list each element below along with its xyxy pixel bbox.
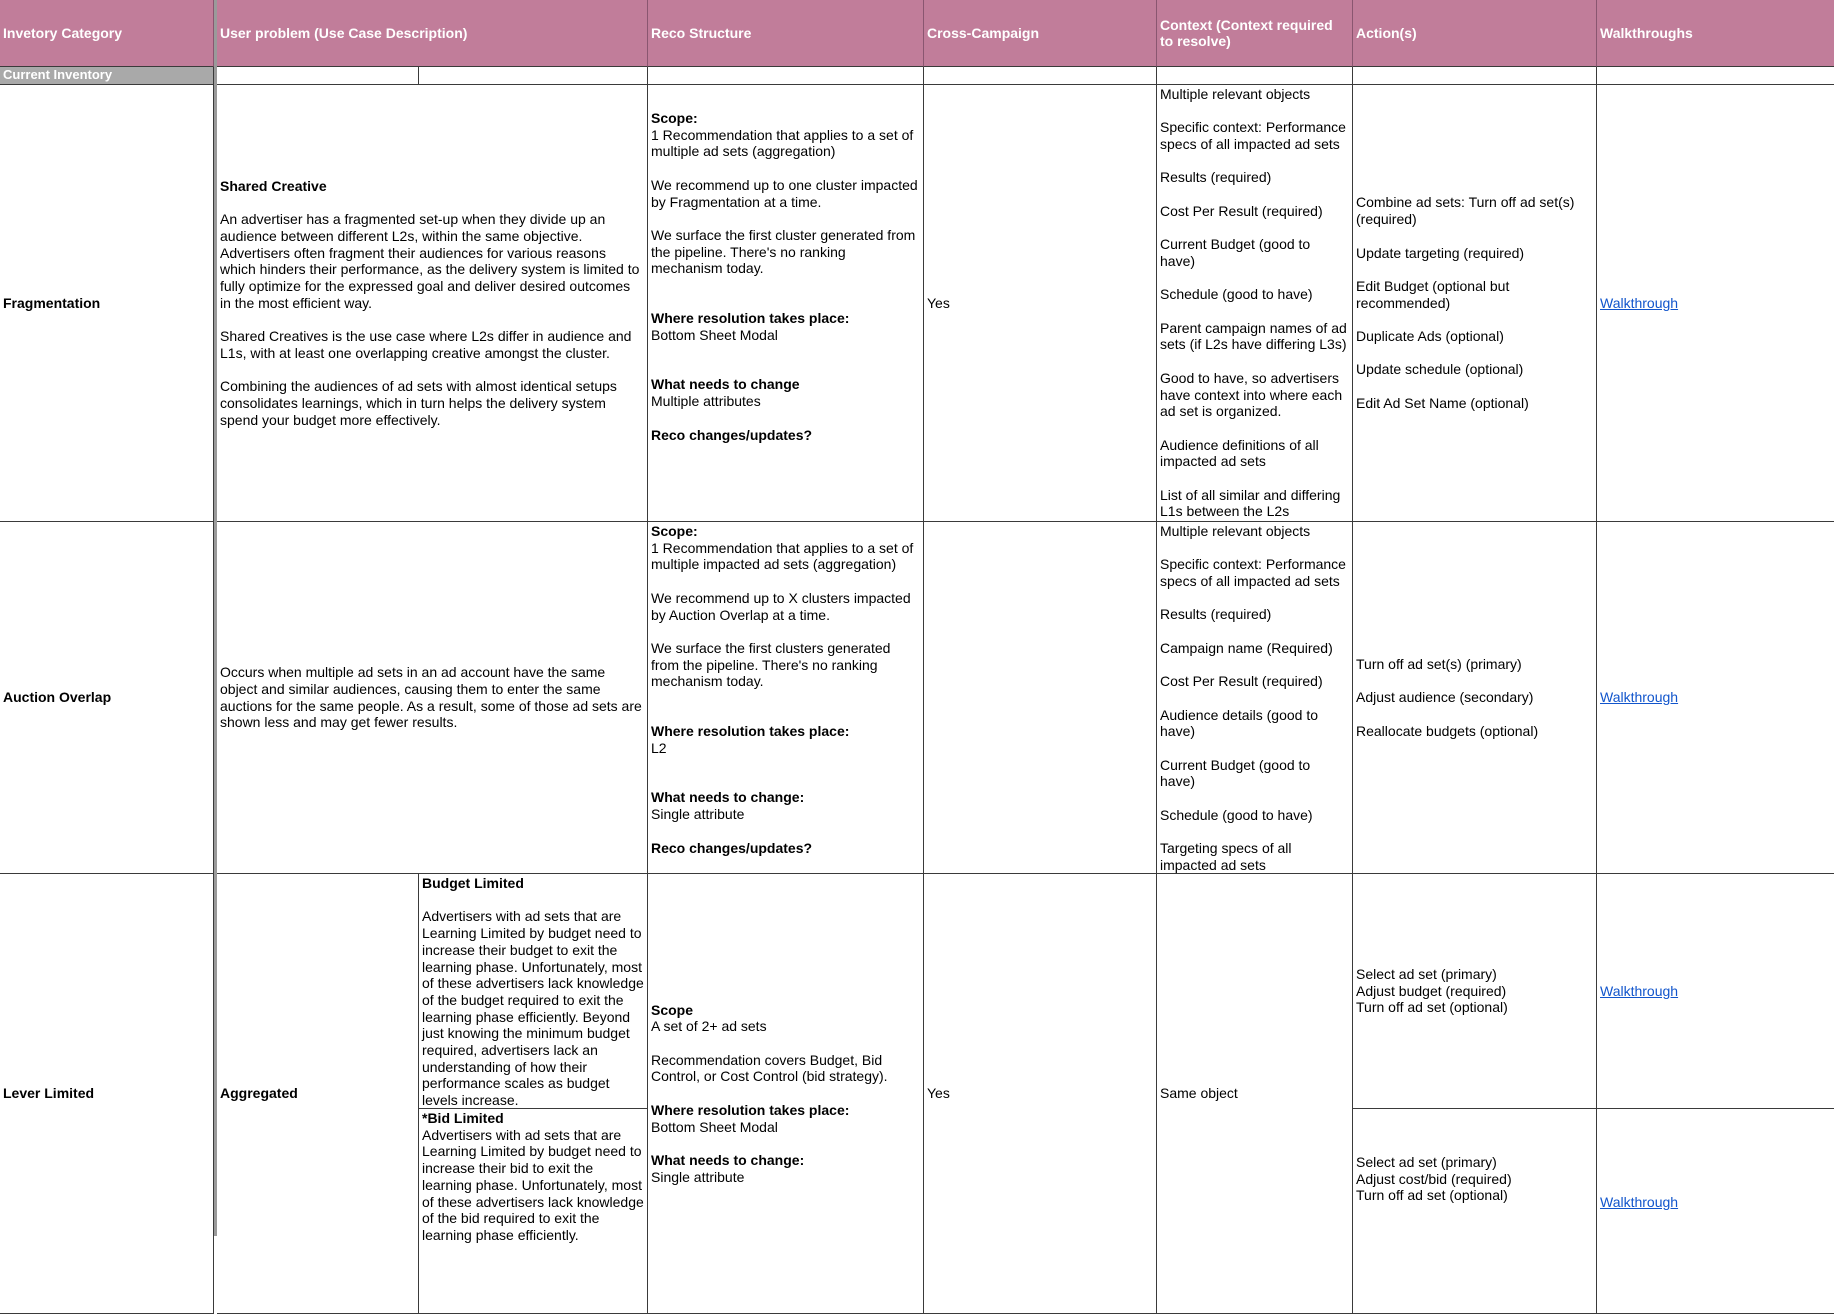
lever-context <box>1157 874 1353 1314</box>
action-item: Select ad set (primary) <box>1356 1154 1497 1170</box>
header-category <box>0 0 214 67</box>
fragmentation-walkthrough <box>1597 85 1834 522</box>
header-reco-label: Reco Structure <box>651 25 752 41</box>
walkthrough-link[interactable]: Walkthrough <box>1600 294 1679 311</box>
context-item: Targeting specs of all impacted ad sets <box>1160 840 1292 873</box>
fragmentation-category <box>0 85 214 522</box>
bid-limited-text: Advertisers with ad sets that are Learning Limited by budget need to increase their bid to exit the learning phase. Unfortunately, most of these advertisers lack knowledge of the bid required to exit the learning phase efficiently. <box>422 1126 644 1243</box>
auction-problem <box>217 522 648 874</box>
section-cell <box>924 67 1157 85</box>
reco-text: We recommend up to X clusters impacted by Auction Overlap at a time. <box>651 589 911 623</box>
action-item: Select ad set (primary) <box>1356 965 1497 982</box>
auction-actions <box>1353 522 1597 874</box>
reco-what-text: Multiple attributes <box>651 393 761 410</box>
context-item: Multiple relevant objects <box>1160 86 1311 102</box>
lever-actions-budget <box>1353 874 1597 1109</box>
header-walkthroughs-label: Walkthroughs <box>1600 25 1693 41</box>
context-item: Specific context: Performance specs of all impacted ad sets <box>1160 556 1346 590</box>
reco-where-text: Bottom Sheet Modal <box>651 326 778 343</box>
problem-label: Aggregated <box>220 1085 298 1102</box>
action-item: Turn off ad set (optional) <box>1356 1187 1508 1204</box>
action-item: Adjust cost/bid (required) <box>1356 1170 1512 1187</box>
lever-problem <box>217 874 419 1314</box>
reco-where-label: Where resolution takes place: <box>651 310 850 326</box>
reco-changes-label: Reco changes/updates? <box>651 839 813 856</box>
section-cell <box>648 67 924 85</box>
header-category-label: Invetory Category <box>3 25 123 41</box>
action-item: Update targeting (required) <box>1356 244 1525 261</box>
reco-what-label: What needs to change <box>651 376 800 393</box>
lever-walkthrough-budget <box>1597 874 1834 1109</box>
problem-paragraph: Shared Creatives is the use case where L2s differ in audience and L1s, with at least one overlapping creative amongst the cluster. <box>220 328 632 361</box>
action-item: Turn off ad set (optional) <box>1356 999 1508 1016</box>
fragmentation-actions <box>1353 85 1597 522</box>
header-cross <box>924 0 1157 67</box>
category-label: Auction Overlap <box>3 689 112 706</box>
auction-context <box>1157 522 1353 874</box>
context-item: Results (required) <box>1160 606 1272 623</box>
reco-scope-label: Scope: <box>651 110 698 126</box>
lever-cross <box>924 874 1157 1314</box>
auction-cross <box>924 522 1157 874</box>
context-item: Specific context: Performance specs of all impacted ad sets <box>1160 119 1346 153</box>
action-item: Edit Ad Set Name (optional) <box>1356 394 1529 411</box>
reco-where-text: Bottom Sheet Modal <box>651 1118 778 1135</box>
context-value: Same object <box>1160 1085 1238 1102</box>
context-item: Audience definitions of all impacted ad sets <box>1160 436 1319 470</box>
context-item: Current Budget (good to have) <box>1160 236 1311 269</box>
reco-text: We recommend up to one cluster impacted by Fragmentation at a time. <box>651 176 918 210</box>
reco-what-text: Single attribute <box>651 806 745 823</box>
action-item: Edit Budget (optional but recommended) <box>1356 277 1510 311</box>
lever-reco <box>648 874 924 1314</box>
section-label-text: Current Inventory <box>3 67 113 82</box>
action-item: Duplicate Ads (optional) <box>1356 328 1504 345</box>
problem-paragraph: Occurs when multiple ad sets in an ad account have the same object and similar audiences, causing them to enter the same auctions for the same people. As a result, some of those ad sets are shown less and may get fewer results. <box>220 664 642 731</box>
problem-title: Shared Creative <box>220 177 327 194</box>
reco-scope-text: 1 Recommendation that applies to a set of multiple ad sets (aggregation) <box>651 126 914 160</box>
reco-scope-label: Scope <box>651 1001 694 1018</box>
header-reco <box>648 0 924 67</box>
fragmentation-cross <box>924 85 1157 522</box>
reco-scope-text: 1 Recommendation that applies to a set of multiple impacted ad sets (aggregation) <box>651 539 914 573</box>
context-item: Current Budget (good to have) <box>1160 756 1311 790</box>
cross-campaign-value: Yes <box>927 1085 950 1102</box>
section-cell <box>419 67 648 85</box>
section-label <box>0 67 214 85</box>
context-item: Multiple relevant objects <box>1160 523 1311 539</box>
section-cell <box>217 67 419 85</box>
context-item: Schedule (good to have) <box>1160 286 1313 303</box>
lever-bid-limited <box>419 1109 648 1314</box>
section-cell <box>1597 67 1834 85</box>
walkthrough-link[interactable]: Walkthrough <box>1600 689 1679 706</box>
auction-reco <box>648 522 924 874</box>
action-item: Update schedule (optional) <box>1356 361 1524 378</box>
context-item: Schedule (good to have) <box>1160 806 1313 823</box>
auction-category <box>0 522 214 874</box>
category-label: Fragmentation <box>3 294 101 311</box>
header-problem <box>217 0 648 67</box>
context-item: Good to have, so advertisers have context into where each ad set is organized. <box>1160 369 1343 420</box>
cross-campaign-value: Yes <box>927 294 950 311</box>
header-actions <box>1353 0 1597 67</box>
lever-walkthrough-bid <box>1597 1109 1834 1314</box>
problem-paragraph: Combining the audiences of ad sets with almost identical setups consolidates learnings, which in turn helps the delivery system spend your budget more effectively. <box>220 378 617 428</box>
walkthrough-link[interactable]: Walkthrough <box>1600 1194 1679 1210</box>
context-item: Campaign name (Required) <box>1160 639 1333 656</box>
reco-what-label: What needs to change: <box>651 1151 805 1168</box>
action-item: Turn off ad set(s) (primary) <box>1356 655 1522 672</box>
reco-where-label: Where resolution takes place: <box>651 1101 850 1118</box>
reco-what-text: Single attribute <box>651 1168 745 1185</box>
section-cell <box>1353 67 1597 85</box>
action-item: Reallocate budgets (optional) <box>1356 722 1539 739</box>
frozen-column-divider[interactable] <box>214 0 217 1236</box>
bid-limited-title: *Bid Limited <box>422 1110 504 1126</box>
budget-limited-text: Advertisers with ad sets that are Learning Limited by budget need to increase their budget to exit the learning phase. Unfortunately, most of these advertisers lack knowledge of the budget required to exit the learning phase efficiently. Beyond just knowing the minimum budget required, advertisers lack an understanding of how their performance scales as budget levels increase. <box>422 908 644 1109</box>
reco-scope-text: A set of 2+ ad sets <box>651 1018 767 1035</box>
reco-scope-label: Scope: <box>651 523 698 539</box>
header-problem-label: User problem (Use Case Description) <box>220 25 468 41</box>
reco-text: Recommendation covers Budget, Bid Control, or Cost Control (bid strategy). <box>651 1051 888 1085</box>
reco-text: We surface the first cluster generated from the pipeline. There's no ranking mechanism today. <box>651 226 916 277</box>
auction-walkthrough <box>1597 522 1834 874</box>
reco-where-text: L2 <box>651 739 667 756</box>
context-item: Cost Per Result (required) <box>1160 202 1323 219</box>
context-item: Cost Per Result (required) <box>1160 673 1323 690</box>
header-context <box>1157 0 1353 67</box>
header-cross-label: Cross-Campaign <box>927 25 1040 41</box>
lever-category <box>0 874 214 1314</box>
header-actions-label: Action(s) <box>1356 25 1417 41</box>
action-item: Combine ad sets: Turn off ad set(s) (required) <box>1356 194 1575 228</box>
reco-where-label: Where resolution takes place: <box>651 723 850 739</box>
context-item: Results (required) <box>1160 169 1272 186</box>
action-item: Adjust audience (secondary) <box>1356 689 1534 706</box>
walkthrough-link[interactable]: Walkthrough <box>1600 982 1679 999</box>
context-item: Parent campaign names of ad sets (if L2s have differing L3s) <box>1160 319 1347 353</box>
category-label: Lever Limited <box>3 1085 95 1102</box>
action-item: Adjust budget (required) <box>1356 982 1507 999</box>
header-context-label: Context (Context required to resolve) <box>1160 17 1333 49</box>
context-item: List of all similar and differing L1s between the L2s <box>1160 486 1341 520</box>
fragmentation-context <box>1157 85 1353 522</box>
fragmentation-reco <box>648 85 924 522</box>
budget-limited-title: Budget Limited <box>422 875 524 891</box>
context-item: Audience details (good to have) <box>1160 706 1318 740</box>
reco-text: We surface the first clusters generated from the pipeline. There's no ranking mechanism today. <box>651 639 891 690</box>
lever-budget-limited <box>419 874 648 1109</box>
lever-actions-bid <box>1353 1109 1597 1314</box>
reco-changes-label: Reco changes/updates? <box>651 426 813 443</box>
fragmentation-problem <box>217 85 648 522</box>
header-walkthroughs <box>1597 0 1834 67</box>
problem-paragraph: An advertiser has a fragmented set-up when they divide up an audience between different L2s, within the same objective. Advertisers often fragment their audiences for various reasons which hinders their performance, as the delivery system is limited to fully optimize for the expressed goal and deliver desired outcomes in the most efficient way. <box>220 211 640 311</box>
section-cell <box>1157 67 1353 85</box>
reco-what-label: What needs to change: <box>651 789 805 806</box>
